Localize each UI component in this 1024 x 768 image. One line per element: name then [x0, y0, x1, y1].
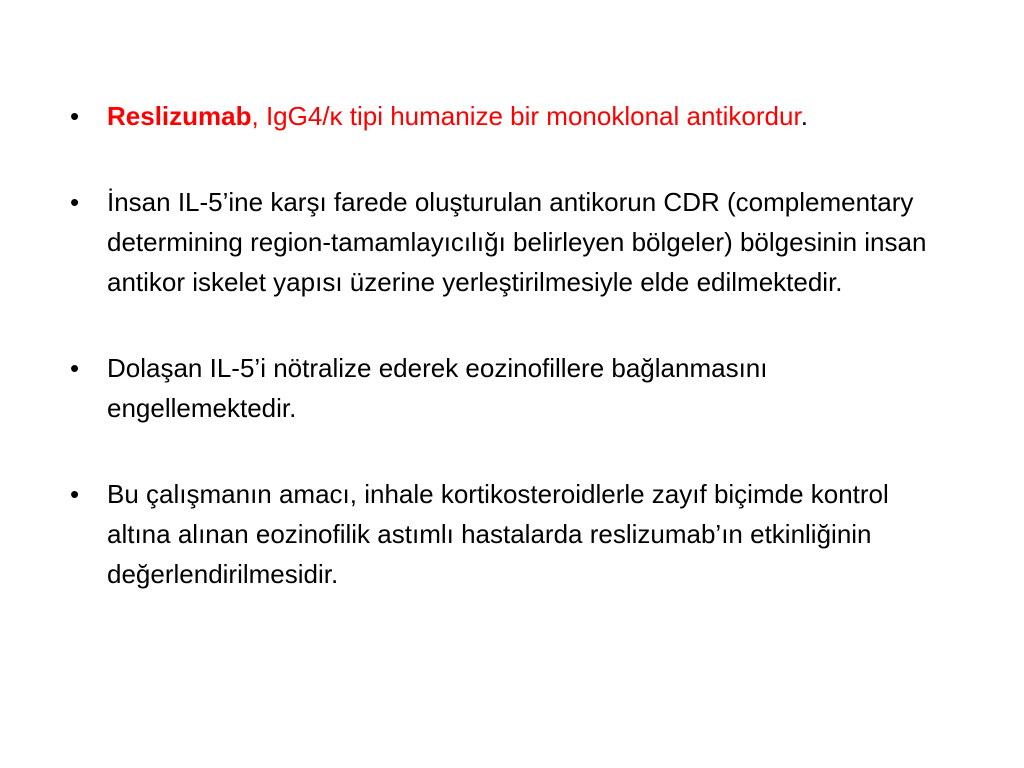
bullet-marker: •: [70, 101, 80, 131]
drug-description: , IgG4/κ tipi humanize bir monoklonal antikordur: [251, 101, 801, 131]
bullet-list: [70, 96, 950, 640]
drug-name: Reslizumab: [107, 101, 252, 131]
bullet-marker: •: [70, 353, 80, 383]
bullet-item-study-aim: [70, 474, 950, 594]
bullet-text: İnsan IL-5’ine karşı farede oluşturulan antikorun CDR (complementary determining region-tamamlayıcılığı belirleyen bölgeler) bölgesinin insan antikor iskelet yapısı üzerine yerleştirilmesiyle elde edilmektedir.: [107, 187, 927, 297]
bullet-item-cdr: [70, 182, 950, 302]
bullet-marker: •: [70, 479, 80, 509]
sentence-period: .: [800, 101, 808, 131]
bullet-text: Dolaşan IL-5’i nötralize ederek eozinofillere bağlanmasını engellemektedir.: [107, 353, 768, 423]
bullet-text: Bu çalışmanın amacı, inhale kortikosteroidlerle zayıf biçimde kontrol altına alınan eozinofilik astımlı hastalarda reslizumab’ın etkinliğinin değerlendirilmesidir.: [107, 479, 889, 589]
bullet-item-mechanism: [70, 348, 950, 428]
bullet-item-reslizumab: [70, 96, 950, 136]
bullet-marker: •: [70, 187, 80, 217]
